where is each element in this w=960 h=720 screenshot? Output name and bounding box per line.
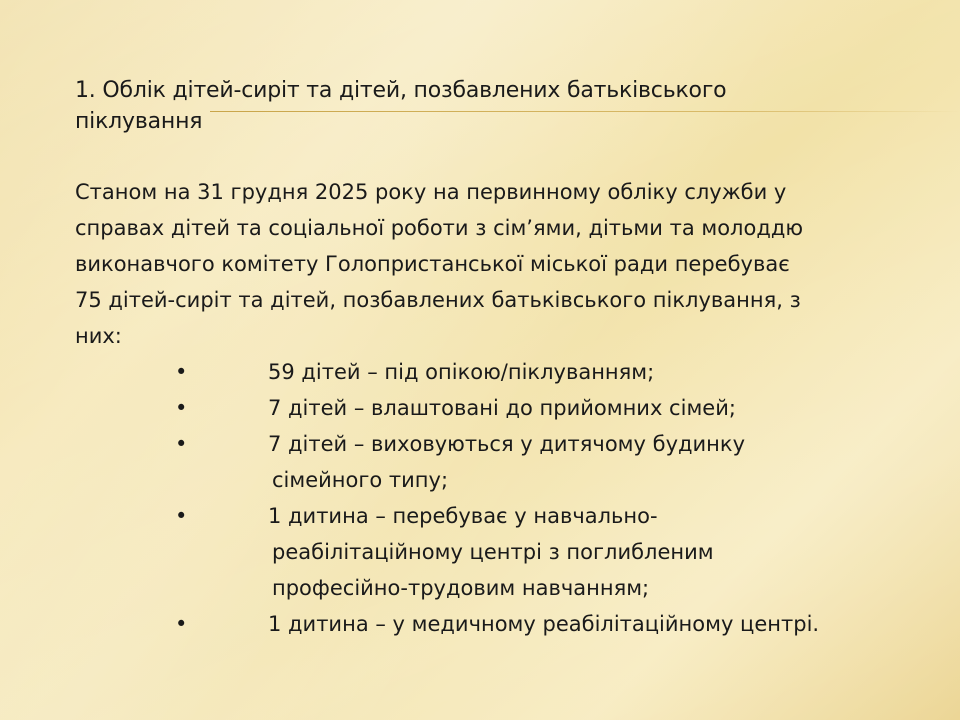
list-item bbox=[75, 426, 895, 498]
paragraph-line: 75 дітей-сиріт та дітей, позбавлених батьківського піклування, з bbox=[75, 288, 801, 312]
title-line: 1. Облік дітей-сиріт та дітей, позбавлених батьківського bbox=[75, 78, 727, 103]
bullet-icon: • bbox=[175, 432, 188, 456]
list-item-line: професійно-трудовим навчанням; bbox=[272, 576, 650, 600]
paragraph-line: справах дітей та соціальної роботи з сім’ями, дітьми та молоддю bbox=[75, 216, 804, 240]
title-block bbox=[75, 75, 875, 137]
paragraph-line: виконавчого комітету Голопристанської міської ради перебуває bbox=[75, 252, 790, 276]
title-divider bbox=[210, 111, 960, 112]
list-item bbox=[75, 498, 895, 606]
list-item bbox=[75, 390, 895, 426]
title-line: піклування bbox=[75, 109, 203, 134]
list-item-line: 1 дитина – перебуває у навчально- bbox=[268, 504, 658, 528]
list-item-line: 59 дітей – під опікою/піклуванням; bbox=[268, 360, 655, 384]
paragraph-line: Станом на 31 грудня 2025 року на первинному обліку служби у bbox=[75, 180, 787, 204]
paragraph-line: них: bbox=[75, 324, 122, 348]
list-item-line: 7 дітей – виховуються у дитячому будинку bbox=[268, 432, 746, 456]
bullet-icon: • bbox=[175, 396, 188, 420]
bullet-icon: • bbox=[175, 360, 188, 384]
bullet-icon: • bbox=[175, 612, 188, 636]
list-item bbox=[75, 606, 895, 642]
bullet-list bbox=[75, 354, 895, 642]
bullet-icon: • bbox=[175, 504, 188, 528]
list-item-line: 7 дітей – влаштовані до прийомних сімей; bbox=[268, 396, 736, 420]
intro-paragraph bbox=[75, 174, 895, 354]
list-item bbox=[75, 354, 895, 390]
list-item-line: сімейного типу; bbox=[272, 468, 449, 492]
slide-title bbox=[75, 75, 875, 137]
list-item-line: реабілітаційному центрі з поглибленим bbox=[272, 540, 714, 564]
list-item-line: 1 дитина – у медичному реабілітаційному центрі. bbox=[268, 612, 820, 636]
slide-body bbox=[75, 174, 895, 642]
